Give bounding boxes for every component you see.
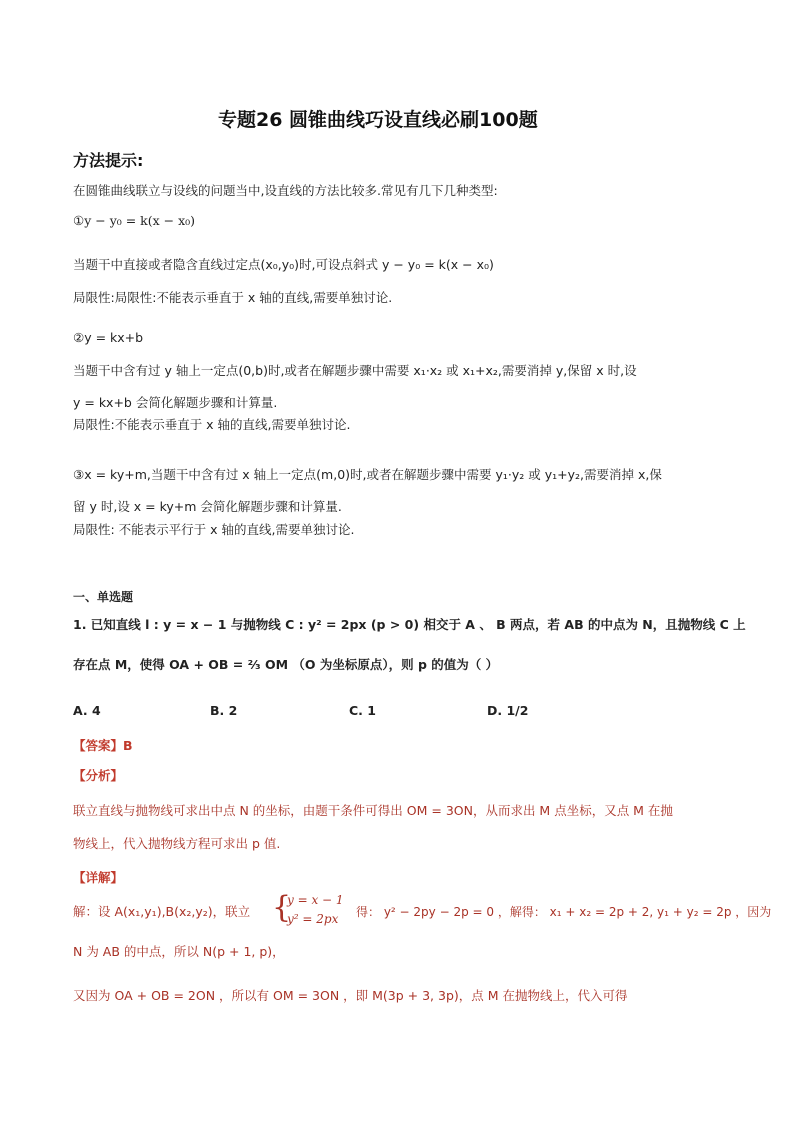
- option-c: C. 1: [349, 703, 376, 718]
- method-heading: 方法提示:: [73, 151, 144, 170]
- question-line1: 1. 已知直线 l : y = x − 1 与抛物线 C : y² = 2px (p > 0) 相交于 A 、 B 两点，若 AB 的中点为 N，且抛物线 C 上: [73, 617, 746, 632]
- type3-description-line1: ③x = ky+m,当题干中含有过 x 轴上一定点(m,0)时,或者在解题步骤中需要 y₁·y₂ 或 y₁+y₂,需要消掉 x,保: [73, 467, 662, 482]
- type2-description-line2: y = kx+b 会简化解题步骤和计算量.: [73, 395, 278, 410]
- section-heading: 一、单选题: [73, 590, 134, 604]
- page-title: 专题26 圆锥曲线巧设直线必刷100题: [218, 109, 538, 131]
- type2-formula: ②y = kx+b: [73, 330, 144, 345]
- option-a: A. 4: [73, 703, 101, 718]
- type3-description-line2: 留 y 时,设 x = ky+m 会简化解题步骤和计算量.: [73, 499, 342, 514]
- detail-line3: 又因为 OA + OB = 2ON ，所以有 OM = 3ON ，即 M(3p + 3, 3p)，点 M 在抛物线上，代入可得: [73, 988, 628, 1003]
- analysis-label: 【分析】: [73, 768, 124, 783]
- analysis-line2: 物线上，代入抛物线方程可求出 p 值.: [73, 836, 281, 851]
- system-equation-1: y = x − 1: [287, 893, 344, 907]
- system-equation-2: y² = 2px: [287, 912, 339, 926]
- detail-line1-start: 解：设 A(x₁,y₁),B(x₂,y₂)，联立: [73, 904, 251, 919]
- answer-label: 【答案】B: [73, 738, 133, 753]
- type1-description: 当题干中直接或者隐含直线过定点(x₀,y₀)时,可设点斜式 y − y₀ = k(x − x₀): [73, 257, 494, 272]
- method-intro: 在圆锥曲线联立与设线的问题当中,设直线的方法比较多.常见有几下几种类型:: [73, 183, 498, 198]
- detail-line1-end: 得： y² − 2py − 2p = 0 ，解得： x₁ + x₂ = 2p + 2, y₁ + y₂ = 2p ，因为: [356, 905, 772, 919]
- type1-limitation: 局限性:局限性:不能表示垂直于 x 轴的直线,需要单独讨论.: [73, 290, 393, 305]
- analysis-line1: 联立直线与抛物线可求出中点 N 的坐标，由题干条件可得出 OM = 3ON，从而求出 M 点坐标，又点 M 在抛: [73, 803, 673, 818]
- option-d: D. 1/2: [487, 703, 529, 718]
- system-brace: {: [272, 890, 292, 925]
- detail-line2: N 为 AB 的中点，所以 N(p + 1, p)，: [73, 944, 285, 959]
- type2-limitation: 局限性:不能表示垂直于 x 轴的直线,需要单独讨论.: [73, 417, 351, 432]
- type3-limitation: 局限性: 不能表示平行于 x 轴的直线,需要单独讨论.: [73, 522, 355, 537]
- option-b: B. 2: [210, 703, 238, 718]
- question-line2: 存在点 M，使得 OA + OB = ²⁄₃ OM （O 为坐标原点），则 p 的值为（ ）: [73, 657, 499, 672]
- type1-formula: ①y − y₀ = k(x − x₀): [73, 213, 196, 228]
- detail-label: 【详解】: [73, 870, 124, 885]
- type2-description-line1: 当题干中含有过 y 轴上一定点(0,b)时,或者在解题步骤中需要 x₁·x₂ 或 x₁+x₂,需要消掉 y,保留 x 时,设: [73, 363, 637, 378]
